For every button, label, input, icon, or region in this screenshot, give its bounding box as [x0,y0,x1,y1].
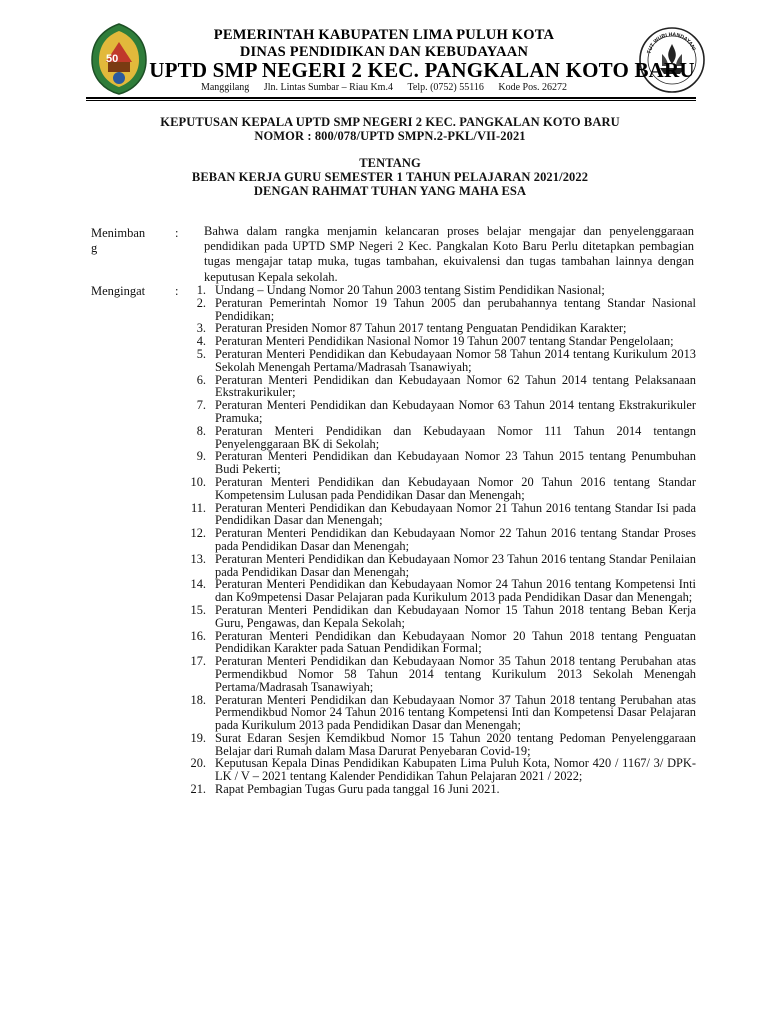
list-item [184,553,696,579]
list-item-number: 17. [190,654,206,669]
list-item-number: 9. [196,449,206,464]
menimbang-text: Bahwa dalam rangka menjamin kelancaran proses belajar mengajar dan penyelenggaraan pendidikan pada UPTD SMP Negeri 2 Kec. Pangkalan Koto Baru Perlu ditetapkan pembagian tugas mengajar tatap muka, tugas tambahan, ekuivalensi dan tugas tambahan lainnya dengan keputusan Kepala sekolah. [204,224,694,284]
list-item-number: 4. [196,334,206,349]
list-item-text: Undang – Undang Nomor 20 Tahun 2003 tentang Sistim Pendidikan Nasional; [215,283,605,297]
list-item-number: 15. [190,602,206,617]
address-village: Manggilang [200,82,250,93]
mengingat-colon: : [175,284,179,298]
list-item-number: 6. [196,372,206,387]
list-item-number: 19. [190,730,206,745]
list-item-number: 11. [190,500,206,515]
list-item [184,374,696,400]
list-item-number: 7. [196,398,206,413]
address-postcode: Kode Pos. 26272 [498,82,568,93]
list-item-text: Keputusan Kepala Dinas Pendidikan Kabupaten Lima Puluh Kota, Nomor 420 / 1167/ 3/ DPK-LK / V – 2021 tentang Kalender Pendidikan Tahun Pelajaran 2021 / 2022; [215,756,696,784]
list-item [184,348,696,374]
list-item-text: Peraturan Menteri Pendidikan dan Kebudayaan Nomor 111 Tahun 2014 tentangn Penyelenggaraan BK di Sekolah; [215,423,696,451]
list-item-number: 18. [190,692,206,707]
logo-motto: TUT WURI HANDAYANI [646,31,697,55]
list-item [184,578,696,604]
list-item-text: Peraturan Menteri Pendidikan dan Kebudayaan Nomor 15 Tahun 2018 tentang Beban Kerja Guru, Pengawas, dan Kepala Sekolah; [215,602,696,630]
list-item [184,502,696,528]
list-item-text: Peraturan Menteri Pendidikan dan Kebudayaan Nomor 62 Tahun 2014 tentang Pelaksanaan Ekstrakurikuler; [215,372,696,400]
list-item [184,694,696,732]
list-item-number: 10. [190,474,206,489]
list-item-text: Peraturan Menteri Pendidikan dan Kebudayaan Nomor 23 Tahun 2016 tentang Standar Penilaian pada Pendidikan Dasar dan Menengah; [215,551,696,579]
list-item-text: Peraturan Menteri Pendidikan dan Kebudayaan Nomor 21 Tahun 2016 tentang Standar Isi pada Pendidikan Dasar dan Menengah; [215,500,696,528]
list-item-number: 1. [196,283,206,297]
list-item-text: Peraturan Menteri Pendidikan dan Kebudayaan Nomor 23 Tahun 2015 tentang Penumbuhan Budi Pekerti; [215,449,696,477]
list-item [184,783,696,796]
menimbang-label: Menimban [91,226,146,240]
list-item [184,476,696,502]
logo-badge-number: 50 [106,53,119,65]
list-item-text: Peraturan Menteri Pendidikan dan Kebudayaan Nomor 37 Tahun 2018 tentang Perubahan atas Permendikbud Nomor 24 Tahun 2016 tentang Kompetensi Inti dan Kompetensi Dasar Pelajaran pada Kurikulum 2013 pada Pendidikan Dasar dan Menengah; [215,692,696,733]
list-item-text: Peraturan Presiden Nomor 87 Tahun 2017 tentang Penguatan Pendidikan Karakter; [215,321,627,336]
letterhead-school-name: UPTD SMP NEGERI 2 KEC. PANGKALAN KOTO BARU [149,58,695,82]
list-item-text: Peraturan Pemerintah Nomor 19 Tahun 2005 dan perubahannya tentang Standar Nasional Pendidikan; [215,295,696,323]
decree-number: NOMOR : 800/078/UPTD SMPN.2-PKL/VII-2021 [254,129,526,143]
letterhead-line1: PEMERINTAH KABUPATEN LIMA PULUH KOTA [213,27,555,43]
list-item [184,425,696,451]
list-item [184,297,696,323]
list-item [184,757,696,783]
list-item-number: 20. [190,756,206,771]
list-item [184,655,696,693]
list-item-text: Peraturan Menteri Pendidikan dan Kebudayaan Nomor 24 Tahun 2016 tentang Kompetensi Inti dan Ko9mpetensi Dasar Pelajaran pada Kurikulum 2013 pada Pendidikan Dasar dan Menengah; [215,577,696,605]
list-item [184,450,696,476]
list-item-number: 5. [196,346,206,361]
list-item-number: 3. [196,321,206,336]
list-item [184,630,696,656]
list-item [184,399,696,425]
list-item [184,527,696,553]
decree-invocation: DENGAN RAHMAT TUHAN YANG MAHA ESA [253,184,527,198]
list-item-text: Peraturan Menteri Pendidikan dan Kebudayaan Nomor 63 Tahun 2014 tentang Ekstrakurikuler Pramuka; [215,398,696,425]
list-item-text: Peraturan Menteri Pendidikan dan Kebudayaan Nomor 20 Tahun 2016 tentang Standar Kompetensim Lulusan pada Pendidikan Dasar dan Menengah; [215,474,696,502]
list-item-number: 16. [190,628,206,643]
list-item-number: 13. [190,551,206,566]
list-item-text: Peraturan Menteri Pendidikan dan Kebudayaan Nomor 22 Tahun 2016 tentang Standar Proses pada Pendidikan Dasar dan Menengah; [215,526,696,553]
list-item-number: 14. [190,577,206,592]
letterhead-divider-thin [86,100,696,101]
list-item [184,604,696,630]
list-item-text: Peraturan Menteri Pendidikan dan Kebudayaan Nomor 20 Tahun 2018 tentang Penguatan Pendidikan Karakter pada Satuan Pendidikan Formal; [215,628,696,656]
list-item [184,732,696,758]
menimbang-colon: : [175,226,179,240]
list-item-text: Peraturan Menteri Pendidikan dan Kebudayaan Nomor 35 Tahun 2018 tentang Perubahan atas Permendikbud Nomor 58 Tahun 2014 tentang Kurikulum 2013 Sekolah Menengah Pertama/Madrasah Tsanawiyah; [215,654,696,694]
list-item-number: 21. [190,782,206,797]
list-item-text: Peraturan Menteri Pendidikan Nasional Nomor 19 Tahun 2007 tentang Standar Pengelolaan; [215,334,674,349]
decree-about: TENTANG [359,156,421,170]
mengingat-list [184,284,696,796]
decree-subject: BEBAN KERJA GURU SEMESTER 1 TAHUN PELAJARAN 2021/2022 [191,170,589,184]
decree-title: KEPUTUSAN KEPALA UPTD SMP NEGERI 2 KEC. PANGKALAN KOTO BARU [160,115,620,129]
list-item-text: Peraturan Menteri Pendidikan dan Kebudayaan Nomor 58 Tahun 2014 tentang Kurikulum 2013 Sekolah Menengah Pertama/Madrasah Tsanawiyah; [215,346,696,374]
list-item-number: 12. [190,526,206,541]
letterhead-divider [86,97,696,99]
letterhead-line2: DINAS PENDIDIKAN DAN KEBUDAYAAN [239,44,529,60]
list-item-number: 8. [196,423,206,438]
address-street: Jln. Lintas Sumbar – Riau Km.4 [263,82,393,93]
menimbang-label-wrap: g [91,241,98,255]
mengingat-label: Mengingat [91,284,146,298]
list-item-text: Surat Edaran Sesjen Kemdikbud Nomor 15 Tahun 2020 tentang Pedoman Penyelenggaraan Belajar dari Rumah dalam Masa Darurat Penyebaran Covid-19; [215,730,696,758]
letterhead-address [0,82,768,93]
list-item-number: 2. [196,295,206,310]
list-item-text: Rapat Pembagian Tugas Guru pada tanggal 16 Juni 2021. [215,782,500,797]
address-phone: Telp. (0752) 55116 [407,82,484,93]
